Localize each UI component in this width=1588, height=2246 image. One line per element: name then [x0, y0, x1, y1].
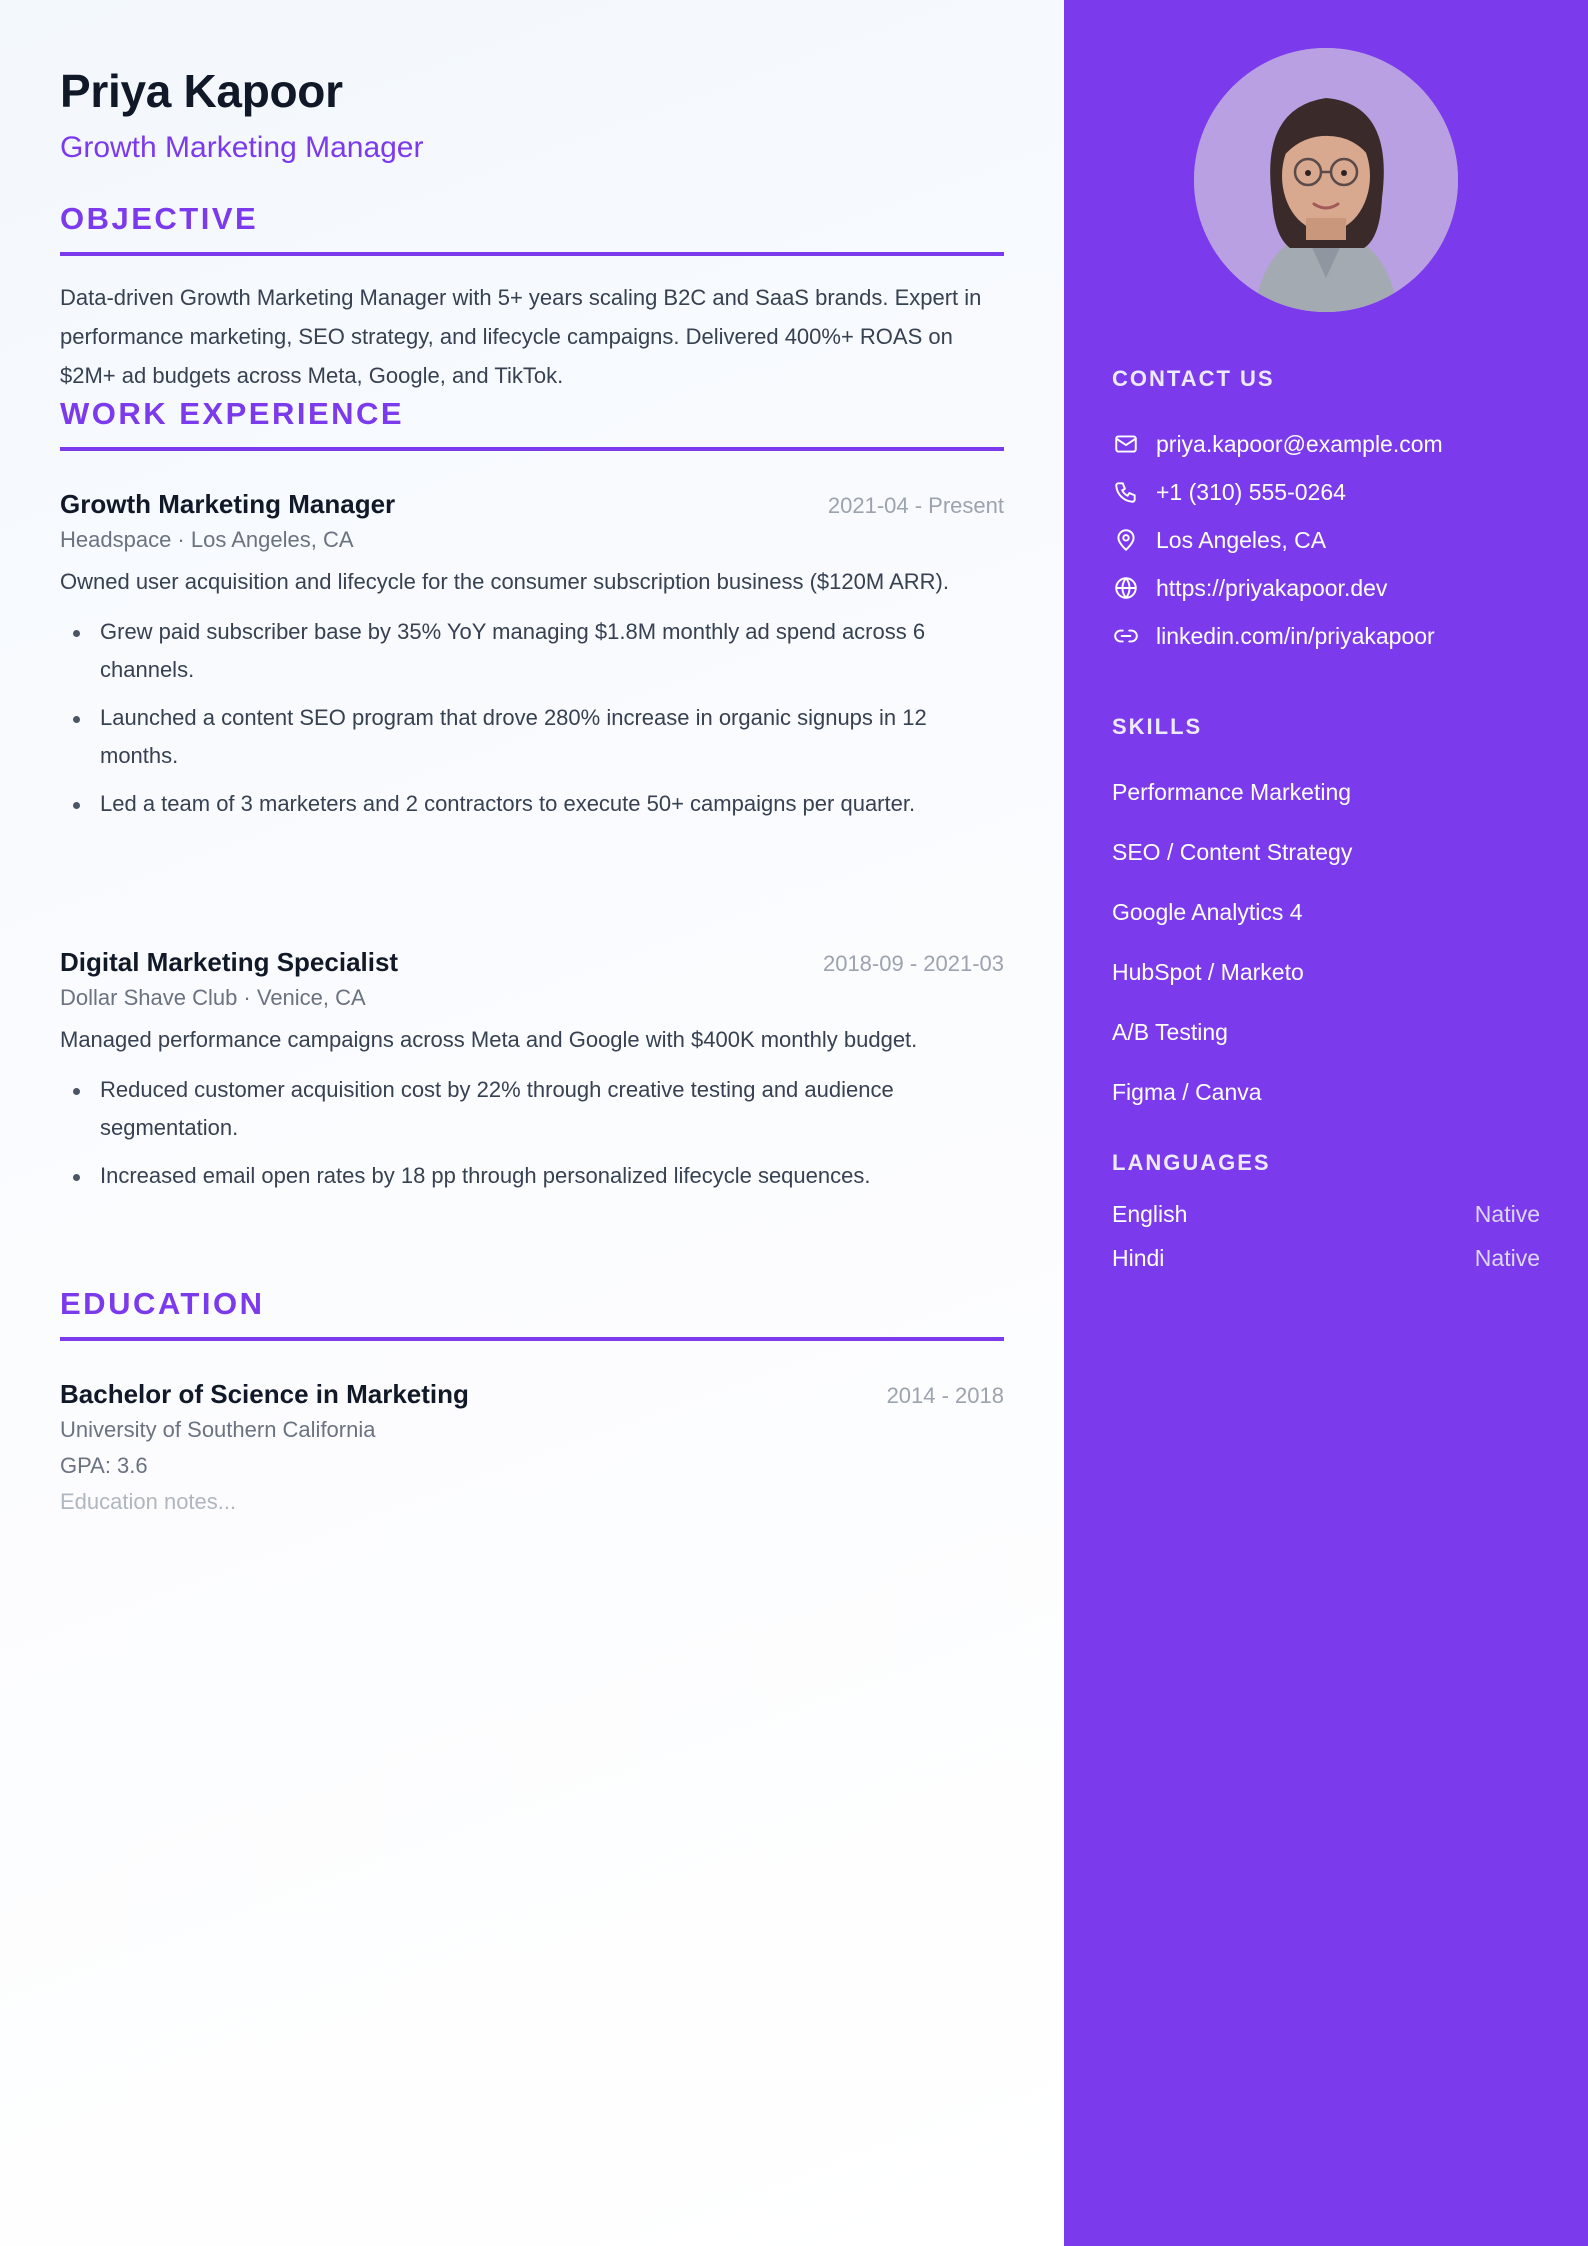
education-gpa: GPA: 3.6 [60, 1453, 148, 1478]
education-header [60, 1377, 1004, 1411]
location-pin-icon [1112, 526, 1140, 554]
contact-location [1112, 516, 1540, 564]
contact-phone-text: +1 (310) 555-0264 [1156, 478, 1346, 505]
job-header [60, 487, 1004, 521]
job-header [60, 945, 1004, 979]
contact-linkedin-text: linkedin.com/in/priyakapoor [1156, 622, 1435, 649]
languages-heading: LANGUAGES [1112, 1150, 1271, 1175]
sidebar [1064, 0, 1588, 2246]
skill-item: HubSpot / Marketo [1112, 959, 1304, 985]
job-summary: Managed performance campaigns across Meta and Google with $400K monthly budget. [60, 1027, 918, 1052]
contact-location-text: Los Angeles, CA [1156, 526, 1327, 553]
skill-item: A/B Testing [1112, 1019, 1228, 1045]
job-company: Dollar Shave Club · Venice, CA [60, 985, 366, 1010]
contact-heading: CONTACT US [1112, 366, 1275, 391]
mail-icon [1112, 430, 1140, 458]
job-entry [60, 945, 1004, 1195]
education-heading: EDUCATION [60, 1285, 1004, 1341]
candidate-name: Priya Kapoor [60, 65, 343, 117]
contact-email-text: priya.kapoor@example.com [1156, 430, 1443, 457]
profile-photo [1194, 48, 1458, 312]
language-name: Hindi [1112, 1245, 1165, 1271]
job-date: 2018-09 - 2021-03 [822, 951, 1004, 976]
education-date: 2014 - 2018 [886, 1383, 1004, 1408]
contact-website[interactable] [1112, 564, 1540, 612]
skills-heading: SKILLS [1112, 714, 1203, 739]
job-bullet: Increased email open rates by 18 pp through personalized lifecycle sequences. [60, 1157, 1004, 1195]
job-entry [60, 487, 1004, 823]
job-bullet: Reduced customer acquisition cost by 22% through creative testing and audience segmentation. [60, 1071, 1004, 1147]
job-bullet: Led a team of 3 marketers and 2 contractors to execute 50+ campaigns per quarter. [60, 785, 1004, 823]
language-level: Native [1474, 1201, 1540, 1227]
degree-title: Bachelor of Science in Marketing [60, 1379, 469, 1409]
job-title: Digital Marketing Specialist [60, 947, 399, 977]
skill-item: Figma / Canva [1112, 1079, 1262, 1105]
contact-linkedin[interactable] [1112, 612, 1540, 660]
language-level: Native [1474, 1245, 1540, 1271]
school-name: University of Southern California [60, 1417, 376, 1442]
job-bullet: Grew paid subscriber base by 35% YoY managing $1.8M monthly ad spend across 6 channels. [60, 613, 1004, 689]
contact-phone[interactable] [1112, 468, 1540, 516]
contact-list [1112, 420, 1540, 660]
skill-item: SEO / Content Strategy [1112, 839, 1353, 865]
globe-icon [1112, 574, 1140, 602]
language-row [1112, 1192, 1540, 1236]
photo-wrapper [1112, 48, 1540, 312]
languages-list [1112, 1192, 1540, 1280]
contact-email[interactable] [1112, 420, 1540, 468]
skill-item: Performance Marketing [1112, 779, 1352, 805]
profile-photo-illustration [1194, 48, 1458, 312]
education-notes: Education notes... [60, 1489, 237, 1514]
job-title: Growth Marketing Manager [60, 489, 396, 519]
job-company: Headspace · Los Angeles, CA [60, 527, 354, 552]
objective-text: Data-driven Growth Marketing Manager with 5+ years scaling B2C and SaaS brands. Expert in performance marketing, SEO strategy, and lifecycle campaigns. Delivered 400%+ ROAS on $2M+ ad budgets across Meta, Google, and TikTok. [60, 285, 982, 388]
contact-website-text: https://priyakapoor.dev [1156, 574, 1388, 601]
candidate-role: Growth Marketing Manager [60, 131, 424, 164]
language-name: English [1112, 1201, 1188, 1227]
objective-heading: OBJECTIVE [60, 200, 1004, 256]
job-bullet: Launched a content SEO program that drove 280% increase in organic signups in 12 months. [60, 699, 1004, 775]
job-bullets [60, 1071, 1004, 1195]
skills-list [1112, 762, 1540, 1122]
education-entry [60, 1377, 1004, 1517]
skill-item: Google Analytics 4 [1112, 899, 1303, 925]
phone-icon [1112, 478, 1140, 506]
job-bullets [60, 613, 1004, 823]
job-summary: Owned user acquisition and lifecycle for the consumer subscription business ($120M ARR). [60, 569, 949, 594]
link-icon [1112, 622, 1140, 650]
work-experience-heading: WORK EXPERIENCE [60, 395, 1004, 451]
language-row [1112, 1236, 1540, 1280]
job-date: 2021-04 - Present [827, 493, 1004, 518]
